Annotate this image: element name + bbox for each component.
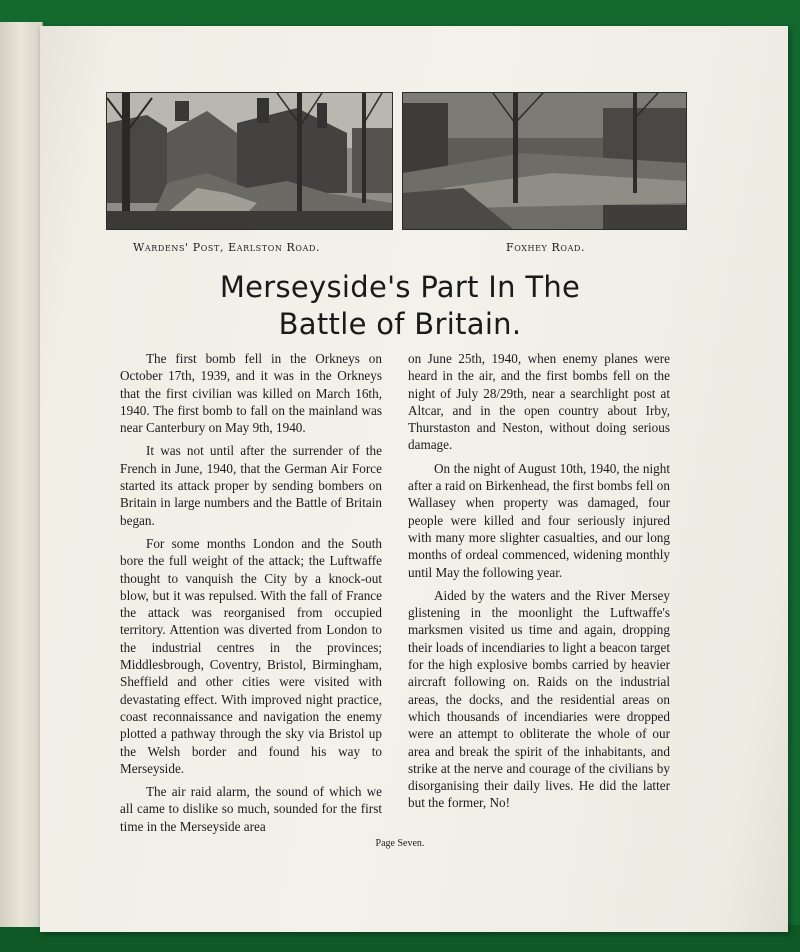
paragraph: It was not until after the surrender of the French in June, 1940, that the German Air Force started its attack proper by sending bombers on Britain in large numbers and the Battle of Britain began. <box>120 443 382 528</box>
photo-foxhey-road <box>402 92 687 230</box>
article-title-line-2: Battle of Britain. <box>278 307 522 341</box>
page-number: Page Seven. <box>375 838 425 849</box>
paragraph: The air raid alarm, the sound of which we all came to dislike so much, sounded for the first time in the Merseyside area <box>120 784 382 834</box>
photo-wardens-post-image <box>107 93 392 229</box>
text-column-left <box>120 350 382 841</box>
photo-caption-wardens-post: Wardens' Post, Earlston Road. <box>133 241 321 254</box>
facing-page-edge <box>0 22 43 927</box>
photo-wardens-post <box>106 92 393 230</box>
paragraph: The first bomb fell in the Orkneys on October 17th, 1939, and it was in the Orkneys that the first civilian was killed on March 16th, 1940. The first bomb to fall on the mainland was near Canterbury on May 9th, 1940. <box>120 351 382 436</box>
paragraph: Aided by the waters and the River Mersey glistening in the moonlight the Luftwaffe's marksmen visited us time and again, dropping their loads of incendiaries to light a beacon target for the high explosive bombs carried by heavier aircraft following on. Raids on the industrial areas, the docks, and the residential areas on which thousands of incendiaries were dropped were an attempt to obliterate the whole of our area and break the spirit of the inhabitants, and strike at the nerve and courage of the civilians by disorganising their daily lives. He did the latter but the former, No! <box>408 587 670 811</box>
paragraph: On the night of August 10th, 1940, the night after a raid on Birkenhead, the first bombs fell on Wallasey when property was damaged, four people were killed and four seriously injured with many more slighter casualties, and our long months of ordeal commenced, widening monthly until May the following year. <box>408 460 670 580</box>
photo-foxhey-road-image <box>403 93 686 229</box>
paragraph: For some months London and the South bore the full weight of the attack; the Luftwaffe thought to vanquish the City by a knock-out blow, but it was repulsed. With the fall of France the attack was reorganised from occupied territory. Attention was diverted from London to the industrial centres in the provinces; Middlesbrough, Coventry, Bristol, Birmingham, Sheffield and other cities were visited with devastating effect. With improved night practice, coast reconnaissance and navigation the enemy plotted a pathway through the sky via Bristol up the Welsh border and found his way to Merseyside. <box>120 535 382 776</box>
text-column-right <box>408 350 670 818</box>
photo-caption-foxhey-road: Foxhey Road. <box>506 241 586 254</box>
paragraph: on June 25th, 1940, when enemy planes were heard in the air, and the first bombs fell on the night of July 28/29th, near a searchlight post at Altcar, and in the open country about Irby, Thurstaston and Neston, without doing serious damage. <box>408 351 670 453</box>
article-title-line-1: Merseyside's Part In The <box>219 270 581 304</box>
